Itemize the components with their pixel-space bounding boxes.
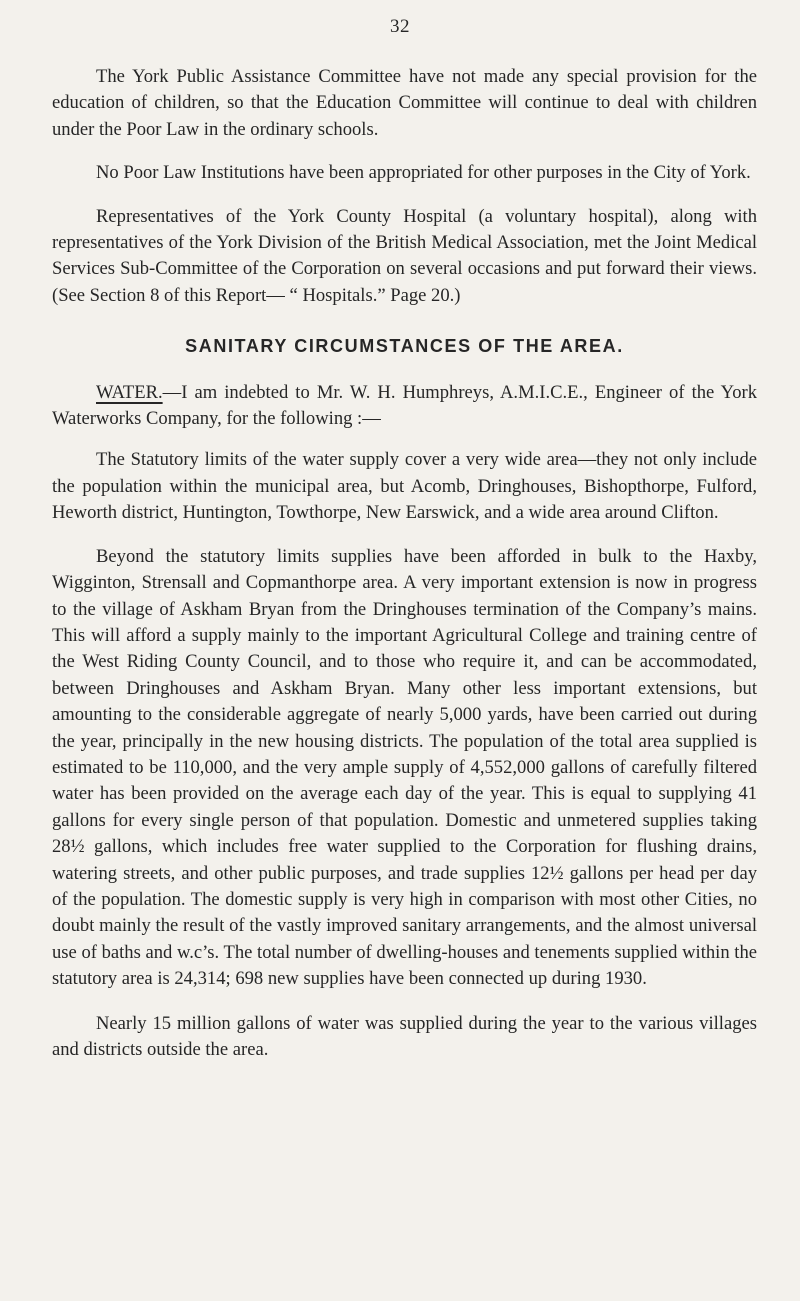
paragraph-villages: Nearly 15 million gallons of water was supplied during the year to the various villages and districts outside the area. [52, 1012, 757, 1060]
paragraph-education: The York Public Assistance Committee have not made any special provision for the education of children, so that the Education Committee will continue to deal with children under the Poor Law in the ordinary schools. [52, 66, 757, 140]
paragraph-beyond-limits: Beyond the statutory limits supplies have been afforded in bulk to the Haxby, Wigginton, Strensall and Copmanthorpe area. A very important extension is now in progress to the village of Askham Bryan from the Dringhouses termination of the Company’s mains. This will afford a supply mainly to the important Agricultural College and training centre of the West Riding County Council, and to those who require it, and can be accommodated, between Dringhouses and Askham Bryan. Many other less important extensions, but amounting to the considerable aggregate of nearly 5,000 yards, have been carried out during the year, principally in the new housing districts. The population of the total area supplied is estimated to be 110,000, and the very ample supply of 4,552,000 gallons of carefully filtered water has been provided on the average each day of the year. This is equal to supplying 41 gallons for every single person of that population. Domestic and unmetered supplies taking 28½ gallons, which includes free water supplied to the Corporation for flushing drains, watering streets, and other public purposes, and trade supplies 12½ gallons per head per day of the population. The domestic supply is very high in comparison with most other Cities, no doubt mainly the result of the vastly improved sanitary arrangements, and the almost universal use of baths and w.c’s. The total number of dwelling-houses and tenements supplied within the statutory area is 24,314; 698 new supplies have been connected up during 1930. [52, 545, 757, 990]
water-intro-text: —I am indebted to Mr. W. H. Humphreys, A.M.I.C.E., Engineer of the York Waterworks Company, for the following :— [52, 381, 757, 430]
page-body [52, 64, 757, 1080]
section-heading: SANITARY CIRCUMSTANCES OF THE AREA. [185, 336, 624, 357]
page-number: 32 [390, 16, 410, 37]
paragraph-statutory-limits: The Statutory limits of the water supply cover a very wide area—they not only include the population within the municipal area, but Acomb, Dringhouses, Bishopthorpe, Fulford, Heworth district, Huntington, Towthorpe, New Earswick, and a wide area around Clifton. [52, 449, 757, 524]
paragraph-representatives: Representatives of the York County Hospital (a voluntary hospital), along with representatives of the York Division of the British Medical Association, met the Joint Medical Services Sub-Committee of the Corporation on several occasions and put forward their views. (See Section 8 of this Report— “ Hospitals.” Page 20.) [52, 205, 757, 306]
water-run-in-heading: WATER. [96, 381, 163, 403]
paragraph-institutions: No Poor Law Institutions have been appropriated for other purposes in the City of York. [96, 162, 751, 184]
paragraph-water-intro [52, 380, 757, 433]
